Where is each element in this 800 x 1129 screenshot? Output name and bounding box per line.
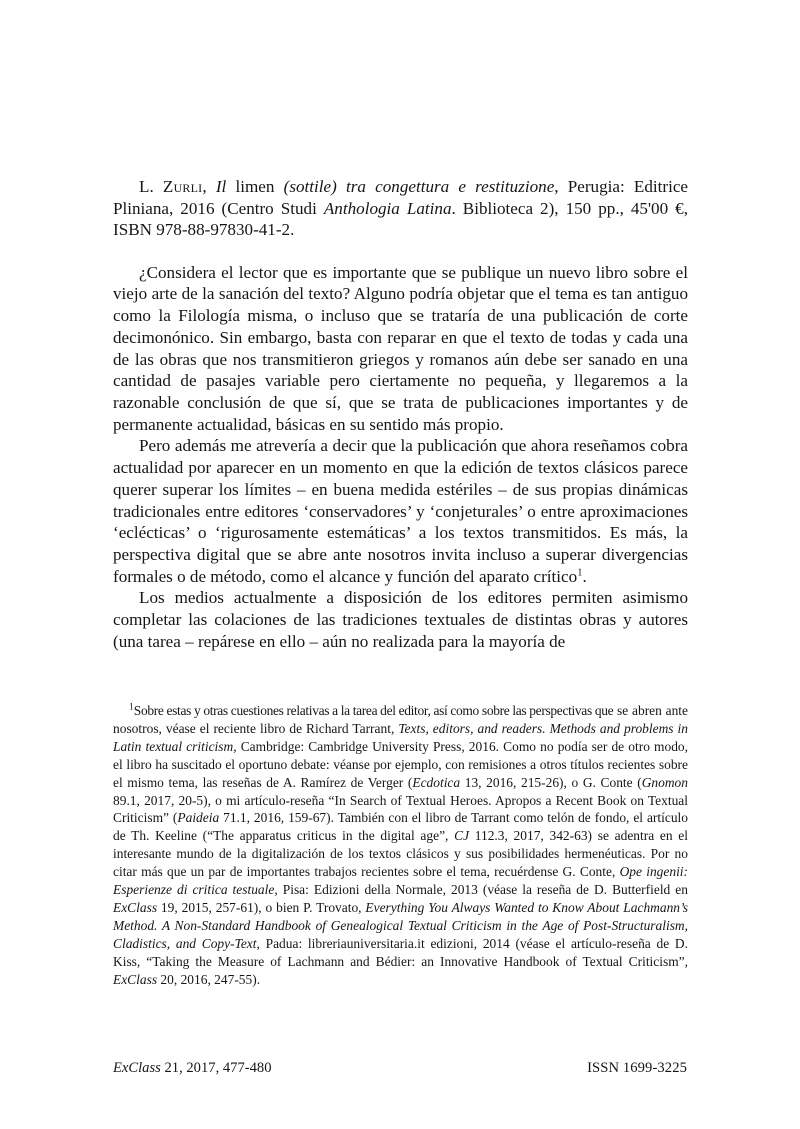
publication-info: , Perugia: Editrice Pliniana, 2016 (Centro Studi — [113, 177, 689, 218]
author-initial: L. — [139, 177, 154, 196]
footnote-segment-5: 71.1, 2016, 159-67). También con el libro de Tarrant como telón de fondo, el artículo de Th. Keeline (“The apparatus criticus in the digital age”, — [113, 810, 688, 844]
body-paragraph-3: Los medios actualmente a disposición de los editores permiten asimismo completar las colaciones de las tradiciones textuales de distintas obras y autores (una tarea – repárese en ello – aún no realizada para la mayoría de — [113, 588, 688, 651]
page-text-block — [113, 176, 688, 652]
footnote-segment-6: 112.3, 2017, 342-63) se adentra en el interesante mundo de la digitalización de los textos clásicos y sus posibilidades hermenéuticas. Por no citar más que un par de importantes trabajos recientes sobre el tema, recuérdense G. Conte, — [113, 828, 688, 880]
footnote-area — [113, 702, 688, 989]
book-title-italic-lead: Il — [215, 177, 227, 196]
footnote-segment-1: se abren ante nosotros, véase el reciente libro de Richard Tarrant, — [113, 703, 688, 736]
footnote-reference-marker[interactable]: 1 — [577, 566, 583, 578]
footer-issn: ISSN 1699-3225 — [587, 1060, 687, 1076]
page-footer — [113, 1060, 687, 1077]
series-title: Anthologia Latina — [323, 198, 452, 218]
footnote-italic-ecdotica: Ecdotica — [412, 774, 461, 790]
reference-header: L. Zurli, Il limen (sottile) tra congettura e restituzione, Perugia: Editrice Pliniana, 2016 (Centro Studi Anthologia Latina. Biblioteca 2), 150 pp., 45'00 €, ISBN 978-88-97830-41-2. — [113, 177, 689, 240]
series-details: . Biblioteca 2), 150 pp., 45'00 €, ISBN 978-88-97830-41-2. — [113, 198, 688, 240]
body-paragraph-2-tail: . — [582, 566, 587, 586]
footnote-italic-ope-ingenii: Ope ingenii: Esperienze di critica testuale — [113, 864, 689, 898]
body-paragraph-1: ¿Considera el lector que es importante que se publique un nuevo libro sobre el viejo arte de la sanación del texto? Alguno podría objetar que el tema es tan antiguo como la Filología misma, o incluso que se trataría de una publicación de corte decimonónico. Sin embargo, basta con reparar en que el texto de todas y cada una de las obras que nos transmitieron griegos y romanos aún debe ser sanado en una cantidad de pasajes variable pero ciertamente no pequeña, y llegaremos a la razonable conclusión de que sí, que se trata de publicaciones importantes y de permanente actualidad, básicas en su sentido más propio. — [113, 262, 688, 434]
footnote-italic-exclass-19: ExClass — [113, 899, 158, 915]
book-title-italic-rest: (sottile) tra congettura e restituzione — [283, 177, 555, 196]
footnote-segment-3: 13, 2016, 215-26), o G. Conte ( — [460, 774, 642, 790]
footnote-italic-trovato-title: Everything You Always Wanted to Know About Lachmann’s Method. A Non-Standard Handbook of Genealogical Textual Criticism in the Age of Post-Structuralism, Cladistics, and Copy-Text — [113, 899, 688, 951]
footnote-lead-segment: Sobre estas y otras cuestiones relativas a la tarea del editor, así como sobre las perspectivas que — [133, 703, 614, 718]
footnote-segment-10: 20, 2016, 247-55). — [157, 971, 261, 987]
book-title-roman: limen — [235, 177, 275, 196]
author-surname: Zurli — [162, 177, 203, 196]
body-paragraph-2 — [113, 435, 688, 587]
footnote-segment-9: , Padua: libreriauniversitaria.it edizioni, 2014 (véase el artículo-reseña de D. Kiss, “Taking the Measure of Lachmann and Bédier: an Innovative Handbook of Textual Criticism”, — [113, 935, 688, 969]
footnote-italic-paideia: Paideia — [177, 810, 220, 826]
footnote-number: 1 — [129, 701, 134, 713]
footnote-segment-4: 89.1, 2017, 20-5), o mi artículo-reseña “In Search of Textual Heroes. Apropos a Recent Book on Textual Criticism” ( — [113, 792, 688, 826]
footnote-italic-exclass-20: ExClass — [113, 971, 158, 987]
footnote-italic-cj: CJ — [454, 828, 470, 844]
body-paragraph-2-text: Pero además me atrevería a decir que la publicación que ahora reseñamos cobra actualidad por aparecer en un momento en que la edición de textos clásicos parece querer superar los límites – en buena medida estériles – de sus propias dinámicas tradicionales entre editores ‘conservadores’ y ‘conjeturales’ o entre aproximaciones ‘eclécticas’ o ‘rigurosamente estemáticas’ a los textos transmitidos. Es más, la perspectiva digital que se abre ante nosotros invita incluso a superar divergencias formales o de método, como el alcance y función del aparato crítico — [113, 436, 688, 586]
footer-journal-name: ExClass — [113, 1060, 161, 1076]
footnote-segment-8: 19, 2015, 257-61), o bien P. Trovato, — [157, 899, 366, 915]
footnote-italic-tarrant-title: Texts, editors, and readers. Methods and problems in Latin textual criticism — [113, 720, 688, 754]
footer-citation — [113, 1060, 272, 1077]
footer-volume-year-pages: 21, 2017, 477-480 — [160, 1060, 272, 1076]
footnote-segment-7: , Pisa: Edizioni della Normale, 2013 (véase la reseña de D. Butterfield en — [274, 882, 688, 898]
footnote-segment-2: , Cambridge: Cambridge University Press, 2016. Como no podía ser de otro modo, el libro ha suscitado el oportuno debate: véanse por ejemplo, con remisiones a otros títulos recientes sobre el mismo tema, las reseñas de A. Ramírez de Verger ( — [113, 738, 689, 790]
footnote-italic-gnomon: Gnomon — [641, 774, 688, 790]
footnote-1 — [113, 702, 688, 989]
